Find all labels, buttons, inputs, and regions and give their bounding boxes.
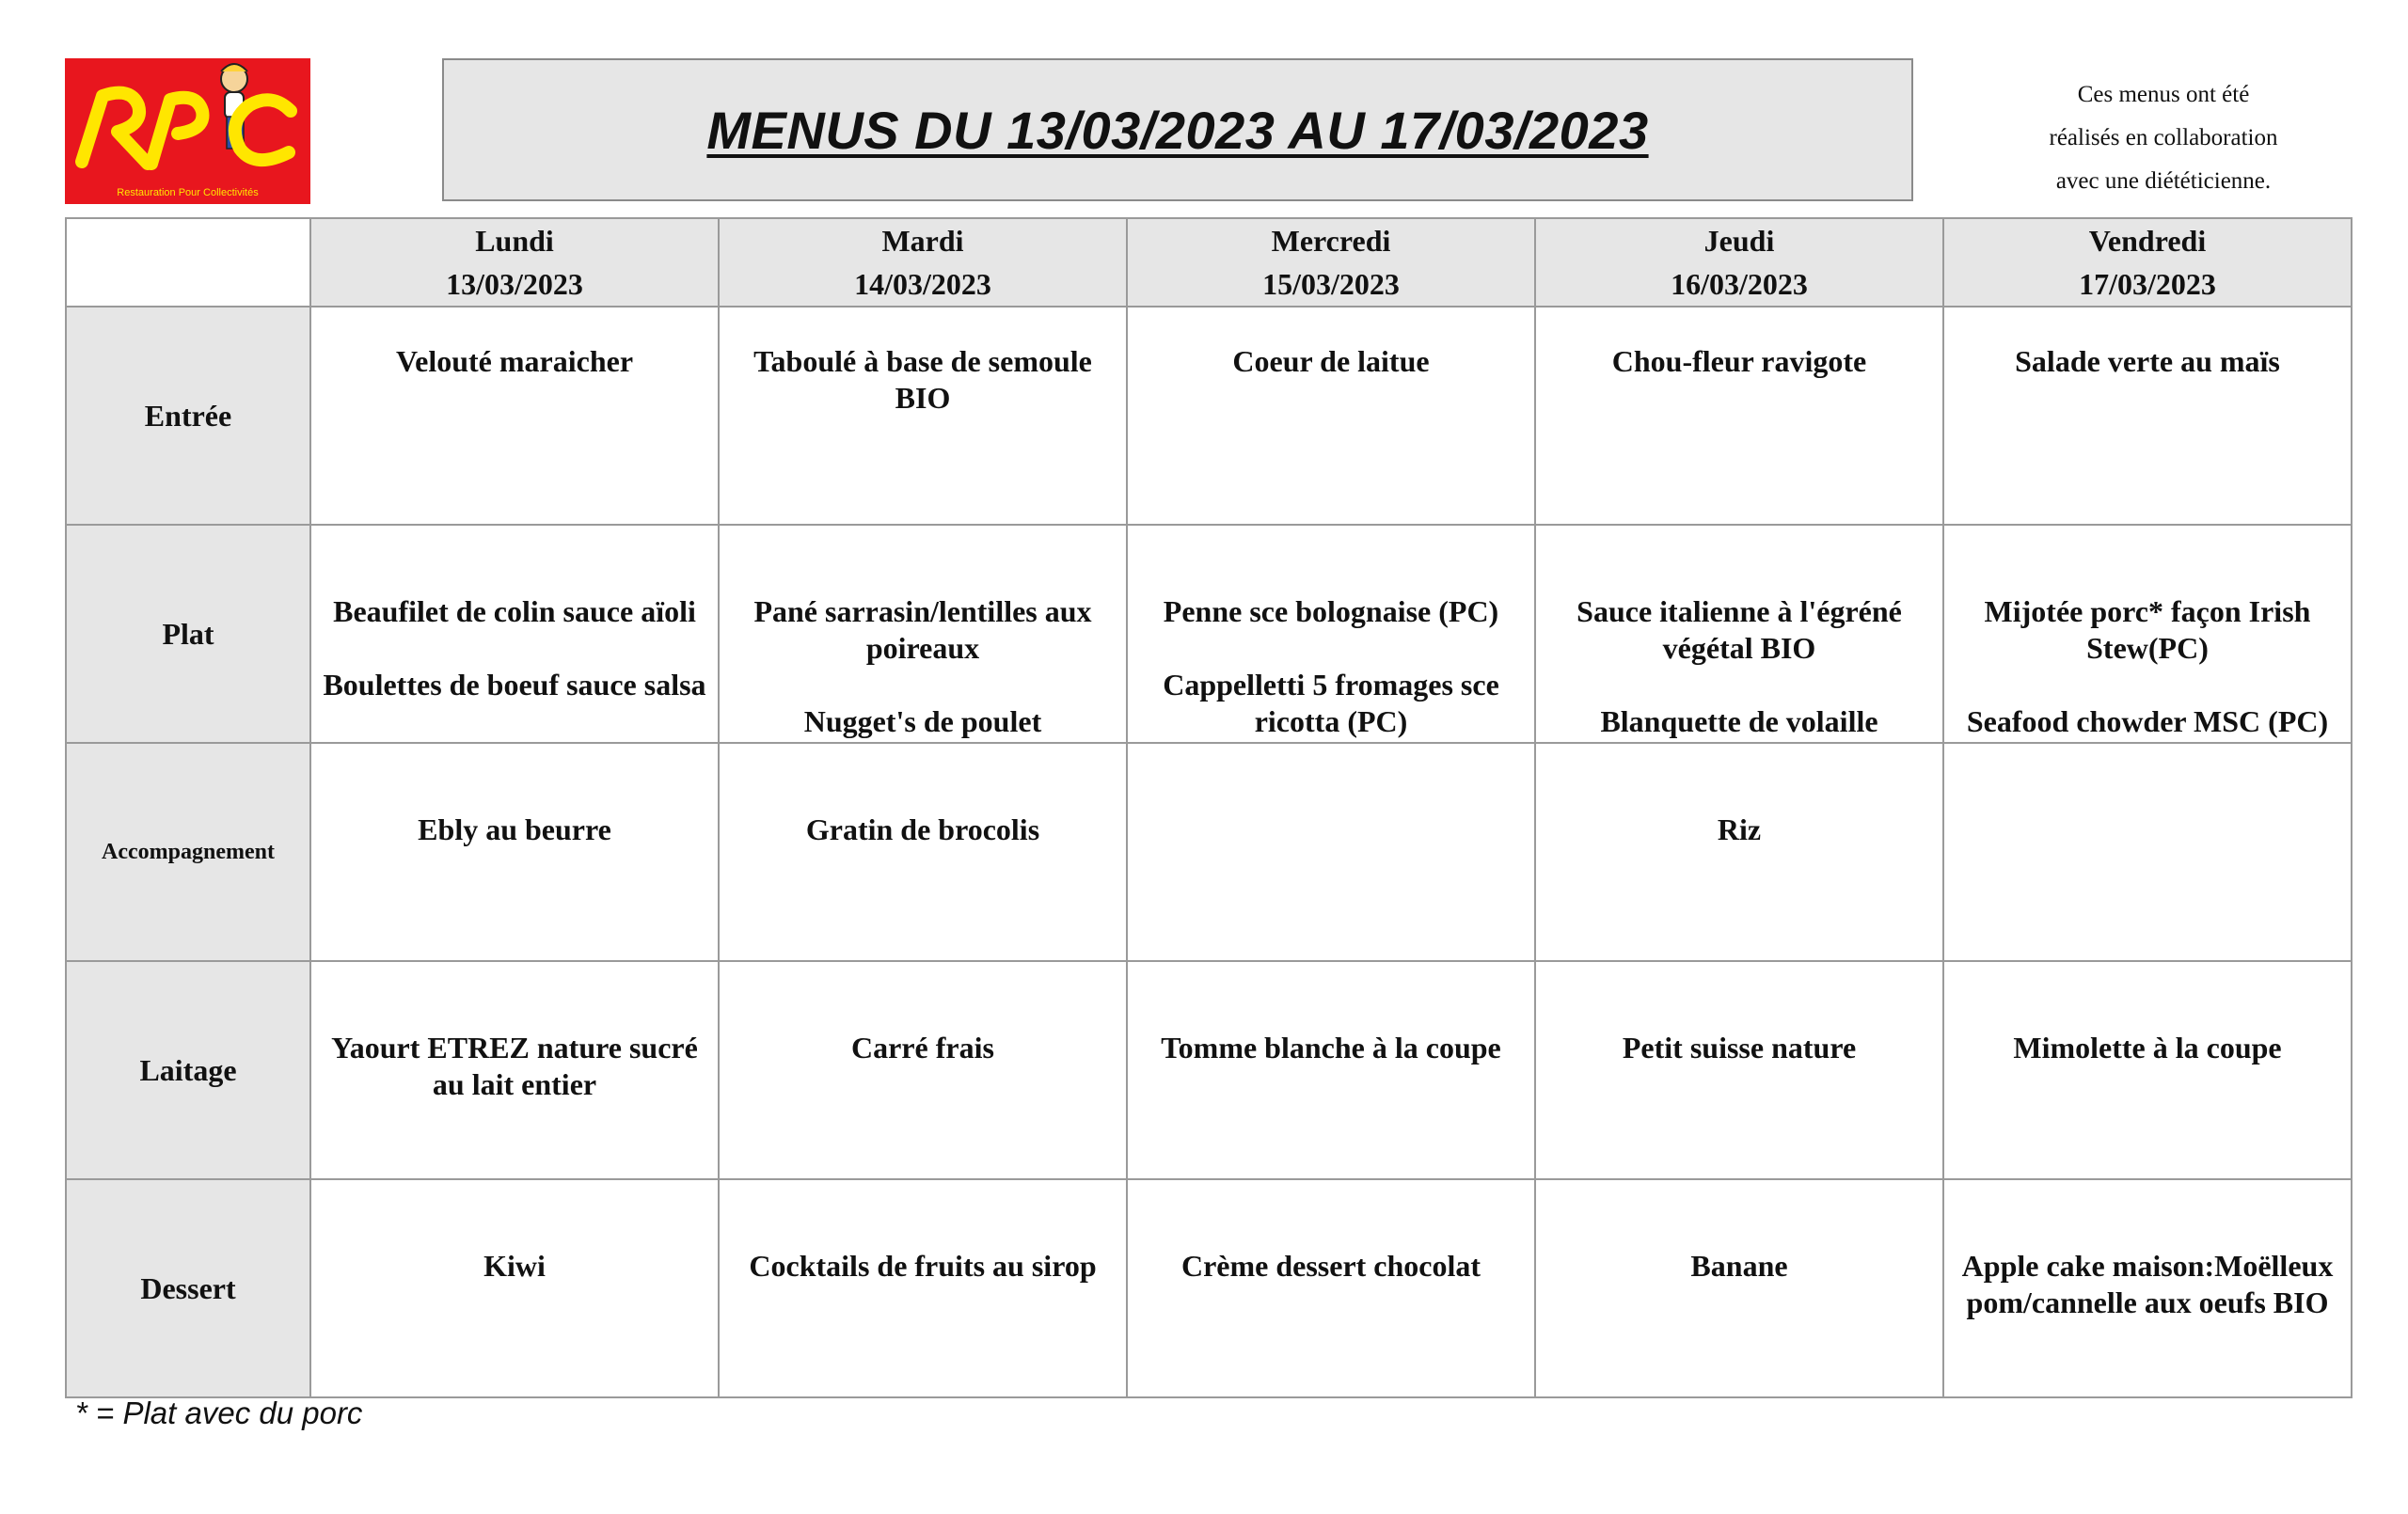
day-name: Jeudi xyxy=(1703,224,1775,258)
menu-cell xyxy=(719,525,1127,743)
title-box xyxy=(442,58,1913,201)
menu-cell xyxy=(1535,961,1943,1179)
dish: Mijotée porc* façon Irish Stew(PC) xyxy=(1984,594,2311,665)
row-label-dessert: Dessert xyxy=(66,1179,310,1397)
day-date: 14/03/2023 xyxy=(854,267,991,301)
dish: Gratin de brocolis xyxy=(805,812,1040,846)
menu-cell xyxy=(310,307,719,525)
day-date: 16/03/2023 xyxy=(1671,267,1808,301)
menu-cell xyxy=(719,307,1127,525)
day-date: 13/03/2023 xyxy=(446,267,583,301)
menu-cell xyxy=(1943,1179,2352,1397)
day-name: Vendredi xyxy=(2088,224,2207,258)
rpc-logo-graphic xyxy=(65,58,310,204)
row-label-accompagnement: Accompagnement xyxy=(66,743,310,961)
day-header-jeudi xyxy=(1535,218,1943,307)
dish: Nugget's de poulet xyxy=(803,704,1042,738)
day-name: Lundi xyxy=(475,224,554,258)
menu-cell xyxy=(310,743,719,961)
dish: Blanquette de volaille xyxy=(1600,704,1878,738)
day-header-lundi xyxy=(310,218,719,307)
menu-cell-empty xyxy=(1943,743,2352,961)
menu-cell xyxy=(310,1179,719,1397)
menu-cell xyxy=(310,961,719,1179)
dish: Coeur de laitue xyxy=(1232,344,1430,378)
menu-cell xyxy=(1127,307,1535,525)
dish: Taboulé à base de semoule BIO xyxy=(753,344,1092,415)
note-line-3: avec une diététicienne. xyxy=(2055,168,2272,194)
note-line-2: réalisés en collaboration xyxy=(2049,125,2278,150)
dish: Pané sarrasin/lentilles aux poireaux xyxy=(753,594,1092,665)
dish: Crème dessert chocolat xyxy=(1180,1249,1481,1283)
day-header-vendredi xyxy=(1943,218,2352,307)
menu-cell xyxy=(719,1179,1127,1397)
logo-subtitle: Restauration Pour Collectivités xyxy=(117,187,259,198)
row-entree xyxy=(66,307,2352,525)
menu-cell-empty xyxy=(1127,743,1535,961)
dish: Velouté maraicher xyxy=(395,344,634,378)
dish: Ebly au beurre xyxy=(418,812,611,846)
dish: Salade verte au maïs xyxy=(2015,344,2280,378)
menu-cell xyxy=(1127,1179,1535,1397)
menu-cell xyxy=(1535,743,1943,961)
menu-cell xyxy=(1127,525,1535,743)
menu-cell xyxy=(1535,307,1943,525)
note-line-1: Ces menus ont été xyxy=(2077,82,2250,107)
row-label-laitage: Laitage xyxy=(66,961,310,1179)
dish: Tomme blanche à la coupe xyxy=(1161,1031,1501,1065)
menu-cell xyxy=(1943,961,2352,1179)
dish: Penne sce bolognaise (PC) xyxy=(1163,594,1499,628)
day-header-mercredi xyxy=(1127,218,1535,307)
header-row xyxy=(66,218,2352,307)
dish: Boulettes de boeuf sauce salsa xyxy=(323,668,706,702)
dish: Chou-fleur ravigote xyxy=(1611,344,1867,378)
dish: Petit suisse nature xyxy=(1622,1031,1857,1065)
dish: Banane xyxy=(1690,1249,1788,1283)
menu-cell xyxy=(1127,961,1535,1179)
day-name: Mercredi xyxy=(1271,224,1391,258)
dish: Apple cake maison:Moëlleux pom/cannelle aux oeufs BIO xyxy=(1961,1249,2334,1319)
dish: Kiwi xyxy=(483,1249,546,1283)
row-accompagnement xyxy=(66,743,2352,961)
row-dessert xyxy=(66,1179,2352,1397)
day-date: 17/03/2023 xyxy=(2079,267,2216,301)
menu-cell xyxy=(1943,307,2352,525)
dish: Cappelletti 5 fromages sce ricotta (PC) xyxy=(1163,668,1499,738)
dish: Beaufilet de colin sauce aïoli xyxy=(333,594,696,628)
menu-cell xyxy=(1943,525,2352,743)
menu-cell xyxy=(719,743,1127,961)
row-laitage xyxy=(66,961,2352,1179)
menu-cell xyxy=(310,525,719,743)
dish: Mimolette à la coupe xyxy=(2013,1031,2282,1065)
menu-cell xyxy=(1535,1179,1943,1397)
row-label-plat: Plat xyxy=(66,525,310,743)
row-plat xyxy=(66,525,2352,743)
dish: Cocktails de fruits au sirop xyxy=(749,1249,1097,1283)
corner-cell xyxy=(66,218,310,307)
rpc-logo xyxy=(65,58,310,204)
menu-cell xyxy=(1535,525,1943,743)
day-date: 15/03/2023 xyxy=(1262,267,1400,301)
dietitian-note xyxy=(1956,73,2370,203)
page-title: MENUS DU 13/03/2023 AU 17/03/2023 xyxy=(706,100,1649,160)
dish: Yaourt ETREZ nature sucré au lait entier xyxy=(331,1031,698,1101)
row-label-entree: Entrée xyxy=(66,307,310,525)
menu-cell xyxy=(719,961,1127,1179)
dish: Seafood chowder MSC (PC) xyxy=(1966,704,2329,738)
dish: Riz xyxy=(1717,812,1762,846)
dish: Sauce italienne à l'égréné végétal BIO xyxy=(1576,594,1902,665)
footnote: * = Plat avec du porc xyxy=(75,1396,363,1430)
menu-table xyxy=(65,217,2353,1398)
dish: Carré frais xyxy=(851,1031,994,1065)
day-name: Mardi xyxy=(881,224,964,258)
day-header-mardi xyxy=(719,218,1127,307)
